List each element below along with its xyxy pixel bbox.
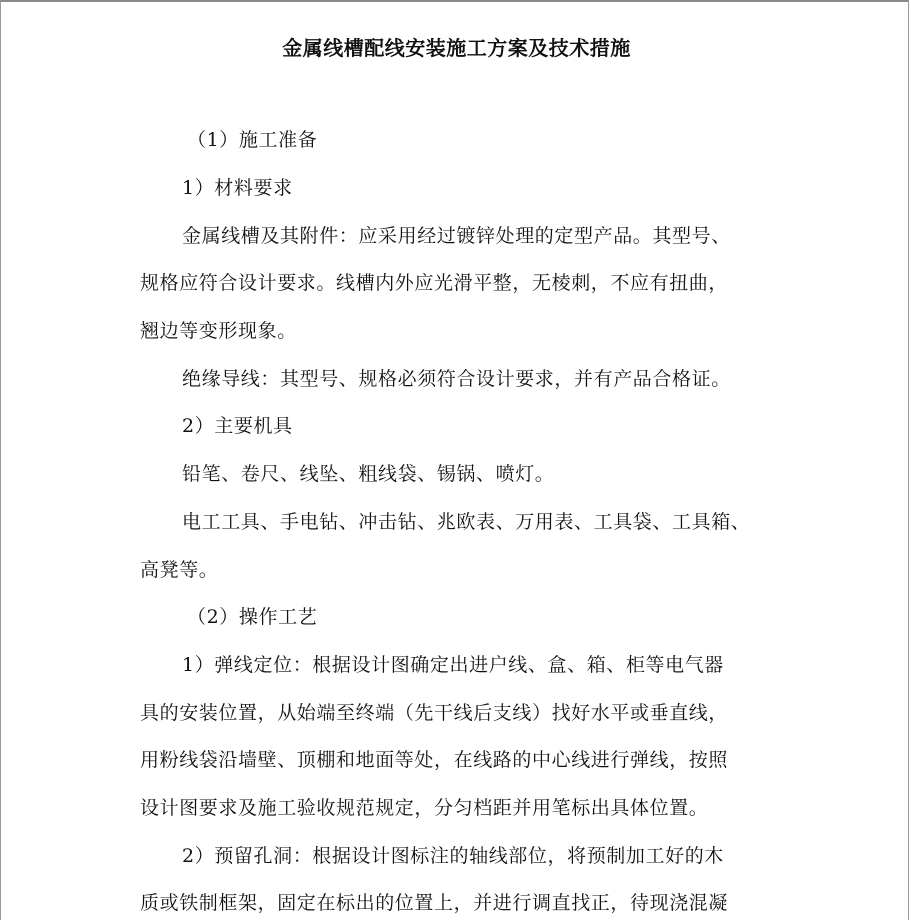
paragraph-line: 铅笔、卷尺、线坠、粗线袋、锡锅、喷灯。 bbox=[182, 463, 555, 485]
paragraph-line: 2）预留孔洞：根据设计图标注的轴线部位，将预制加工好的木 bbox=[182, 845, 724, 867]
document-title: 金属线槽配线安装施工方案及技术措施 bbox=[282, 36, 631, 60]
paragraph-line: 质或铁制框架，固定在标出的位置上，并进行调直找正，待现浇混凝 bbox=[140, 892, 729, 914]
subheading-main-tools: 2）主要机具 bbox=[182, 415, 293, 437]
paragraph-line: 金属线槽及其附件：应采用经过镀锌处理的定型产品。其型号、 bbox=[182, 225, 731, 247]
paragraph-line: 翘边等变形现象。 bbox=[140, 320, 297, 342]
paragraph-line: 绝缘导线：其型号、规格必须符合设计要求，并有产品合格证。 bbox=[182, 368, 731, 390]
subheading-material-requirements: 1）材料要求 bbox=[182, 177, 293, 199]
paragraph-line: 高凳等。 bbox=[140, 559, 219, 581]
section-heading-process: （2）操作工艺 bbox=[187, 606, 318, 628]
paragraph-line: 1）弹线定位：根据设计图确定出进户线、盒、箱、柜等电气器 bbox=[182, 654, 724, 676]
paragraph-line: 电工工具、手电钻、冲击钻、兆欧表、万用表、工具袋、工具箱、 bbox=[182, 511, 751, 533]
paragraph-line: 规格应符合设计要求。线槽内外应光滑平整，无棱刺，不应有扭曲， bbox=[140, 272, 729, 294]
section-heading-preparation: （1）施工准备 bbox=[187, 129, 318, 151]
paragraph-line: 设计图要求及施工验收规范规定，分匀档距并用笔标出具体位置。 bbox=[140, 797, 709, 819]
paragraph-line: 用粉线袋沿墙壁、顶棚和地面等处，在线路的中心线进行弹线，按照 bbox=[140, 749, 729, 771]
paragraph-line: 具的安装位置，从始端至终端（先干线后支线）找好水平或垂直线， bbox=[140, 702, 729, 724]
